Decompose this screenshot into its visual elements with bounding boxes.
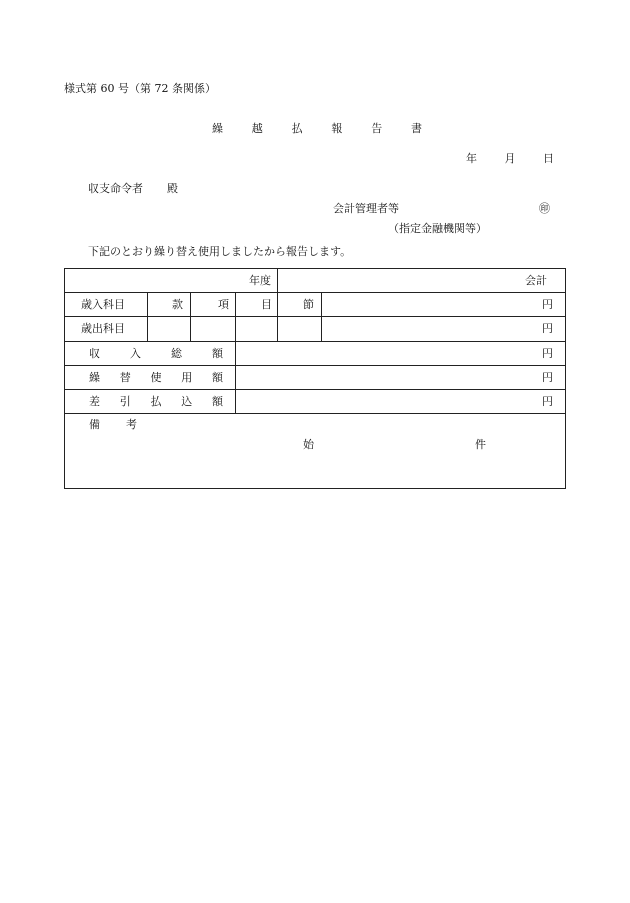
row-divider: [65, 389, 565, 390]
yen-unit: 円: [542, 322, 553, 335]
row-divider: [65, 292, 565, 293]
title-char: 越: [251, 122, 263, 135]
label-char: 総: [171, 347, 182, 360]
document-title: [212, 122, 422, 136]
addressee-honorific: 殿: [167, 182, 178, 195]
col-divider: [277, 269, 278, 292]
col-divider: [321, 292, 322, 341]
date-line: [466, 152, 554, 166]
seal-mark: ㊞: [539, 202, 550, 215]
date-month: 月: [504, 152, 516, 165]
report-table: [64, 268, 566, 489]
label-char: 額: [212, 347, 223, 360]
label-char: 替: [119, 371, 131, 384]
row-divider: [65, 316, 565, 317]
addressee: [88, 182, 178, 196]
label-char: 繰: [89, 371, 100, 384]
kan-label: 款: [172, 298, 183, 311]
expenditure-item-label: 歳出科目: [81, 322, 125, 335]
kou-label: 項: [218, 298, 229, 311]
form-number: 様式第 60 号（第 72 条関係）: [64, 82, 216, 95]
date-year: 年: [466, 152, 477, 165]
intro-text: 下記のとおり繰り替え使用しましたから報告します。: [88, 245, 352, 258]
title-char: 繰: [212, 122, 223, 135]
title-char: 書: [410, 122, 422, 135]
label-char: 入: [130, 347, 141, 360]
row-divider: [65, 365, 565, 366]
label-char: 収: [89, 347, 100, 360]
label-char: 差: [89, 395, 100, 408]
label-char: 額: [212, 371, 223, 384]
col-divider: [277, 292, 278, 341]
label-char: 使: [150, 371, 162, 384]
yen-unit: 円: [542, 395, 553, 408]
label-char: 考: [126, 418, 137, 431]
yen-unit: 円: [542, 298, 553, 311]
revenue-item-label: 歳入科目: [81, 298, 125, 311]
label-char: 込: [181, 395, 193, 408]
yen-unit: 円: [542, 347, 553, 360]
title-char: 払: [291, 122, 303, 135]
setsu-label: 節: [303, 298, 314, 311]
label-char: 備: [89, 418, 100, 431]
total-revenue-label: [89, 347, 223, 361]
start-label: 始: [303, 438, 314, 451]
moku-label: 目: [261, 298, 272, 311]
title-char: 報: [331, 122, 343, 135]
title-char: 告: [371, 122, 383, 135]
col-divider: [147, 292, 148, 341]
date-day: 日: [543, 152, 554, 165]
official-title: 会計管理者等: [333, 202, 399, 215]
label-char: 用: [181, 371, 193, 384]
addressee-name: 収支命令者: [88, 182, 143, 195]
col-divider: [235, 292, 236, 413]
label-char: 引: [119, 395, 131, 408]
label-char: 払: [150, 395, 162, 408]
fiscal-year-label: 年度: [249, 274, 271, 287]
official-organization: （指定金融機関等）: [388, 222, 487, 235]
net-paid-label: [89, 395, 223, 409]
transfer-amount-label: [89, 371, 223, 385]
remarks-label: [89, 418, 137, 432]
row-divider: [65, 413, 565, 414]
label-char: 額: [212, 395, 223, 408]
account-label: 会計: [525, 274, 547, 287]
yen-unit: 円: [542, 371, 553, 384]
col-divider: [190, 292, 191, 341]
case-label: 件: [475, 438, 486, 451]
row-divider: [65, 341, 565, 342]
